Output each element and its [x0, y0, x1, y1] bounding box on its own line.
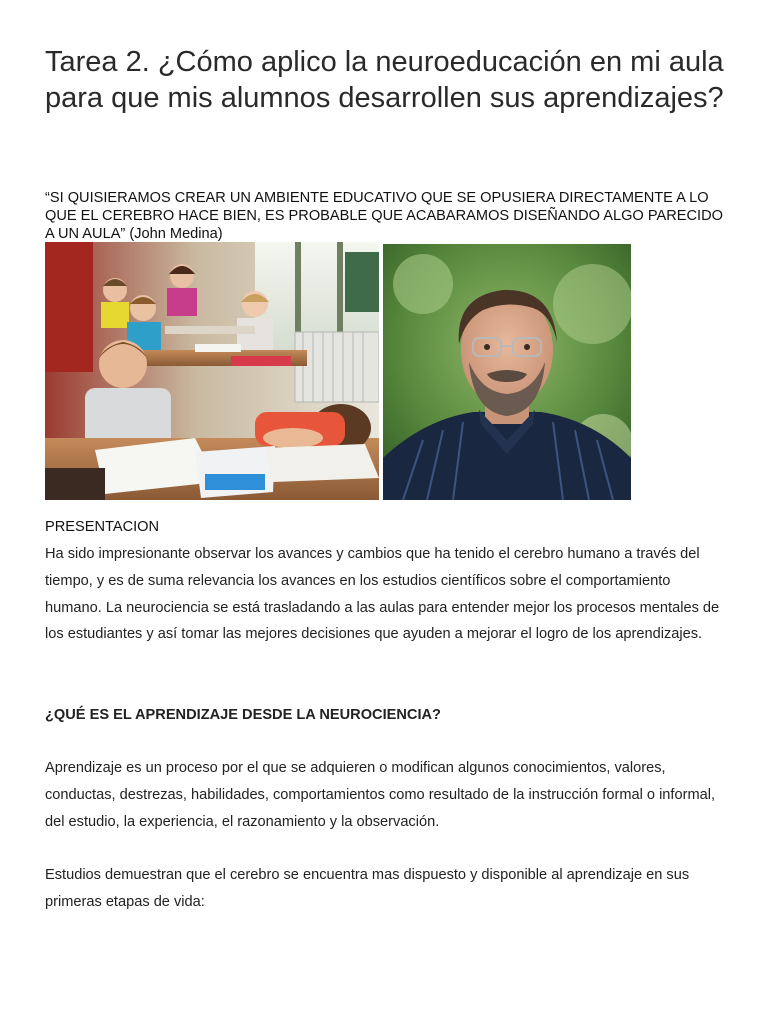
portrait-photo — [383, 244, 631, 500]
photo-row — [45, 242, 635, 501]
quote-text: “SI QUISIERAMOS CREAR UN AMBIENTE EDUCATIVO QUE SE OPUSIERA DIRECTAMENTE A LO QUE EL CEREBRO HACE BIEN, ES PROBABLE QUE ACABARAMOS DISEÑANDO ALGO PARECIDO A UN AULA” (John Medina) — [45, 190, 723, 242]
paragraph-presentacion: Ha sido impresionante observar los avances y cambios que ha tenido el cerebro humano a través del tiempo, y es de suma relevancia los avances en los estudios científicos sobre el comportamiento humano. La neurociencia se está trasladando a las aulas para entender mejor los procesos mentales de los estudiantes y así tomar las mejores decisiones que ayuden a mejorar el logro de los aprendizajes. — [45, 546, 720, 643]
paragraph-definicion: Aprendizaje es un proceso por el que se adquieren o modifican algunos conocimientos, valores, conductas, destrezas, habilidades, comportamientos como resultado de la instrucción formal o informal, del estudio, la experiencia, el razonamiento y la observación. — [45, 760, 716, 830]
page-title: Tarea 2. ¿Cómo aplico la neuroeducación en mi aula para que mis alumnos desarrollen sus aprendizajes? — [45, 46, 724, 114]
section-label-presentacion: PRESENTACION — [45, 519, 160, 535]
section-heading-aprendizaje: ¿QUÉ ES EL APRENDIZAJE DESDE LA NEUROCIENCIA? — [45, 707, 441, 723]
paragraph-estudios: Estudios demuestran que el cerebro se encuentra mas dispuesto y disponible al aprendizaje en sus primeras etapas de vida: — [45, 867, 690, 910]
classroom-photo — [45, 242, 379, 500]
